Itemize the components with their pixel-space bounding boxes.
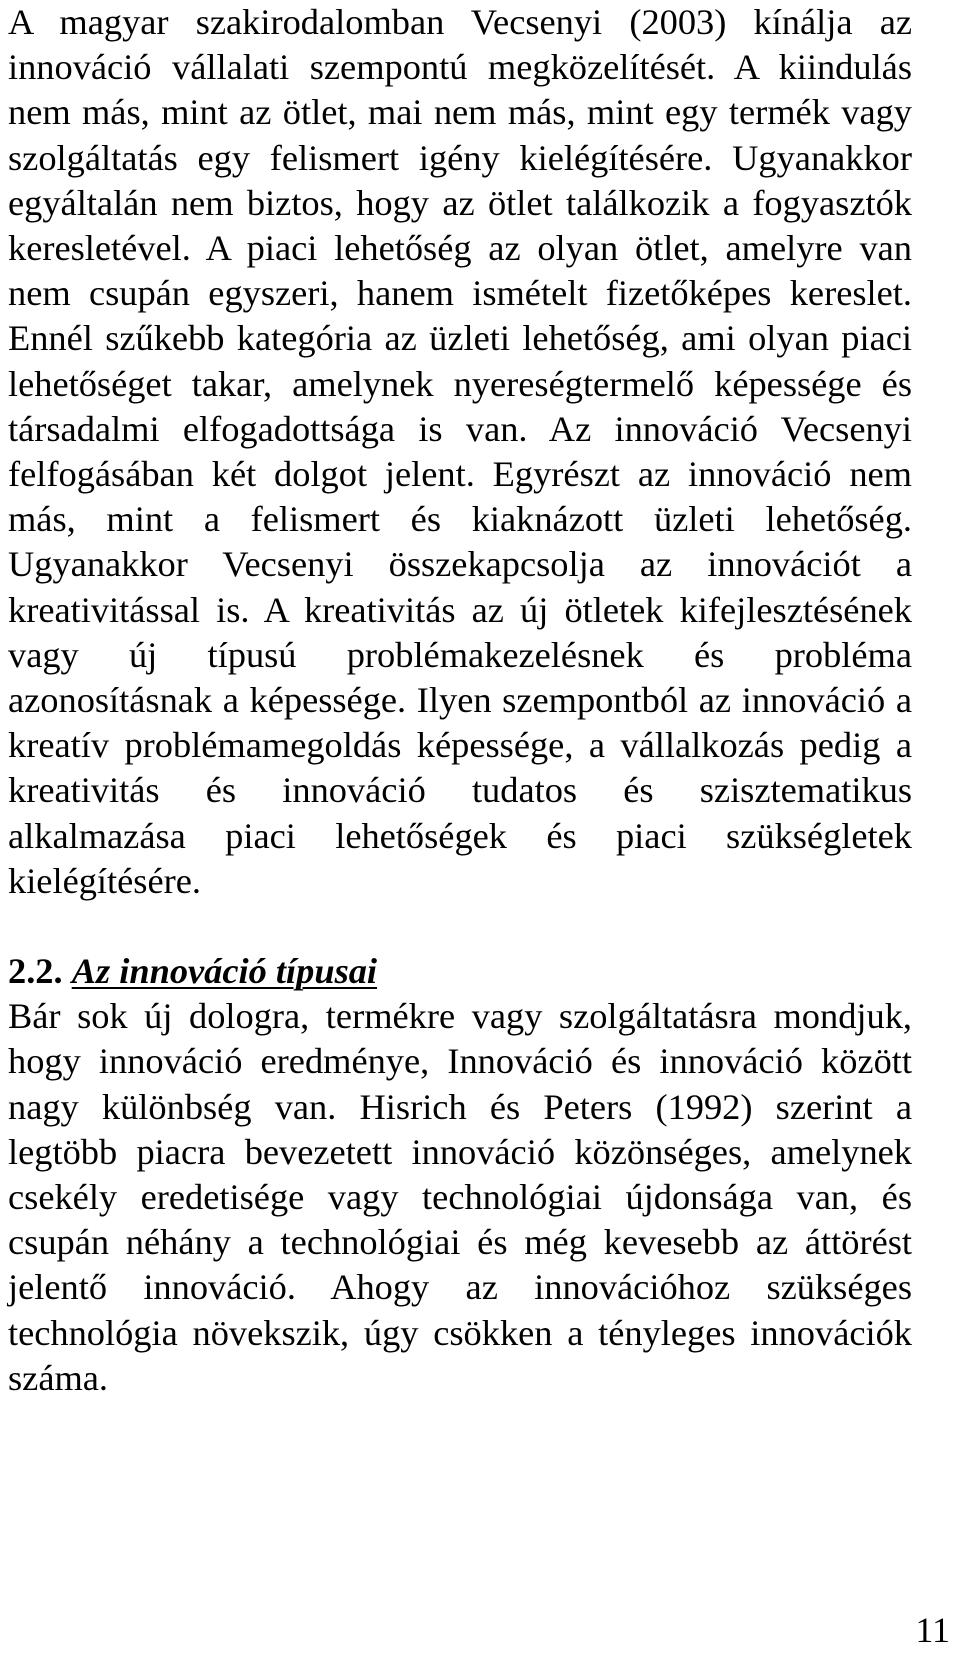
body-paragraph-2: Bár sok új dologra, termékre vagy szolgáltatásra mondjuk, hogy innováció eredménye, Innováció és innováció között nagy különbség van. Hisrich és Peters (1992) szerint a legtöbb piacra bevezetett innováció közönséges, amelynek csekély eredetisége vagy technológiai újdonsága van, és csupán néhány a technológiai és még kevesebb az áttörést jelentő innováció. Ahogy az innovációhoz szükséges technológia növekszik, úgy csökken a tényleges innovációk száma.	[8, 996, 912, 1398]
body-paragraph-1: A magyar szakirodalomban Vecsenyi (2003) kínálja az innováció vállalati szempontú megközelítését. A kiindulás nem más, mint az ötlet, mai nem más, mint egy termék vagy szolgáltatás egy felismert igény kielégítésére. Ugyanakkor egyáltalán nem biztos, hogy az ötlet találkozik a fogyasztók keresletével. A piaci lehetőség az olyan ötlet, amelyre van nem csupán egyszeri, hanem ismételt fizetőképes kereslet. Ennél szűkebb kategória az üzleti lehetőség, ami olyan piaci lehetőséget takar, amelynek nyereségtermelő képessége és társadalmi elfogadottsága is van. Az innováció Vecsenyi felfogásában két dolgot jelent. Egyrészt az innováció nem más, mint a felismert és kiaknázott üzleti lehetőség. Ugyanakkor Vecsenyi összekapcsolja az innovációt a kreativitással is. A kreativitás az új ötletek kifejlesztésének vagy új típusú problémakezelésnek és probléma azonosításnak a képessége. Ilyen szempontból az innováció a kreatív problémamegoldás képessége, a vállalkozás pedig a kreativitás és innováció tudatos és szisztematikus alkalmazása piaci lehetőségek és piaci szükségletek kielégítésére.	[8, 2, 912, 901]
document-page	[8, 0, 912, 1401]
section-heading	[8, 949, 912, 994]
section-number: 2.2.	[8, 951, 63, 992]
section-title: Az innováció típusai	[71, 951, 378, 992]
page-number: 11	[915, 1610, 950, 1650]
